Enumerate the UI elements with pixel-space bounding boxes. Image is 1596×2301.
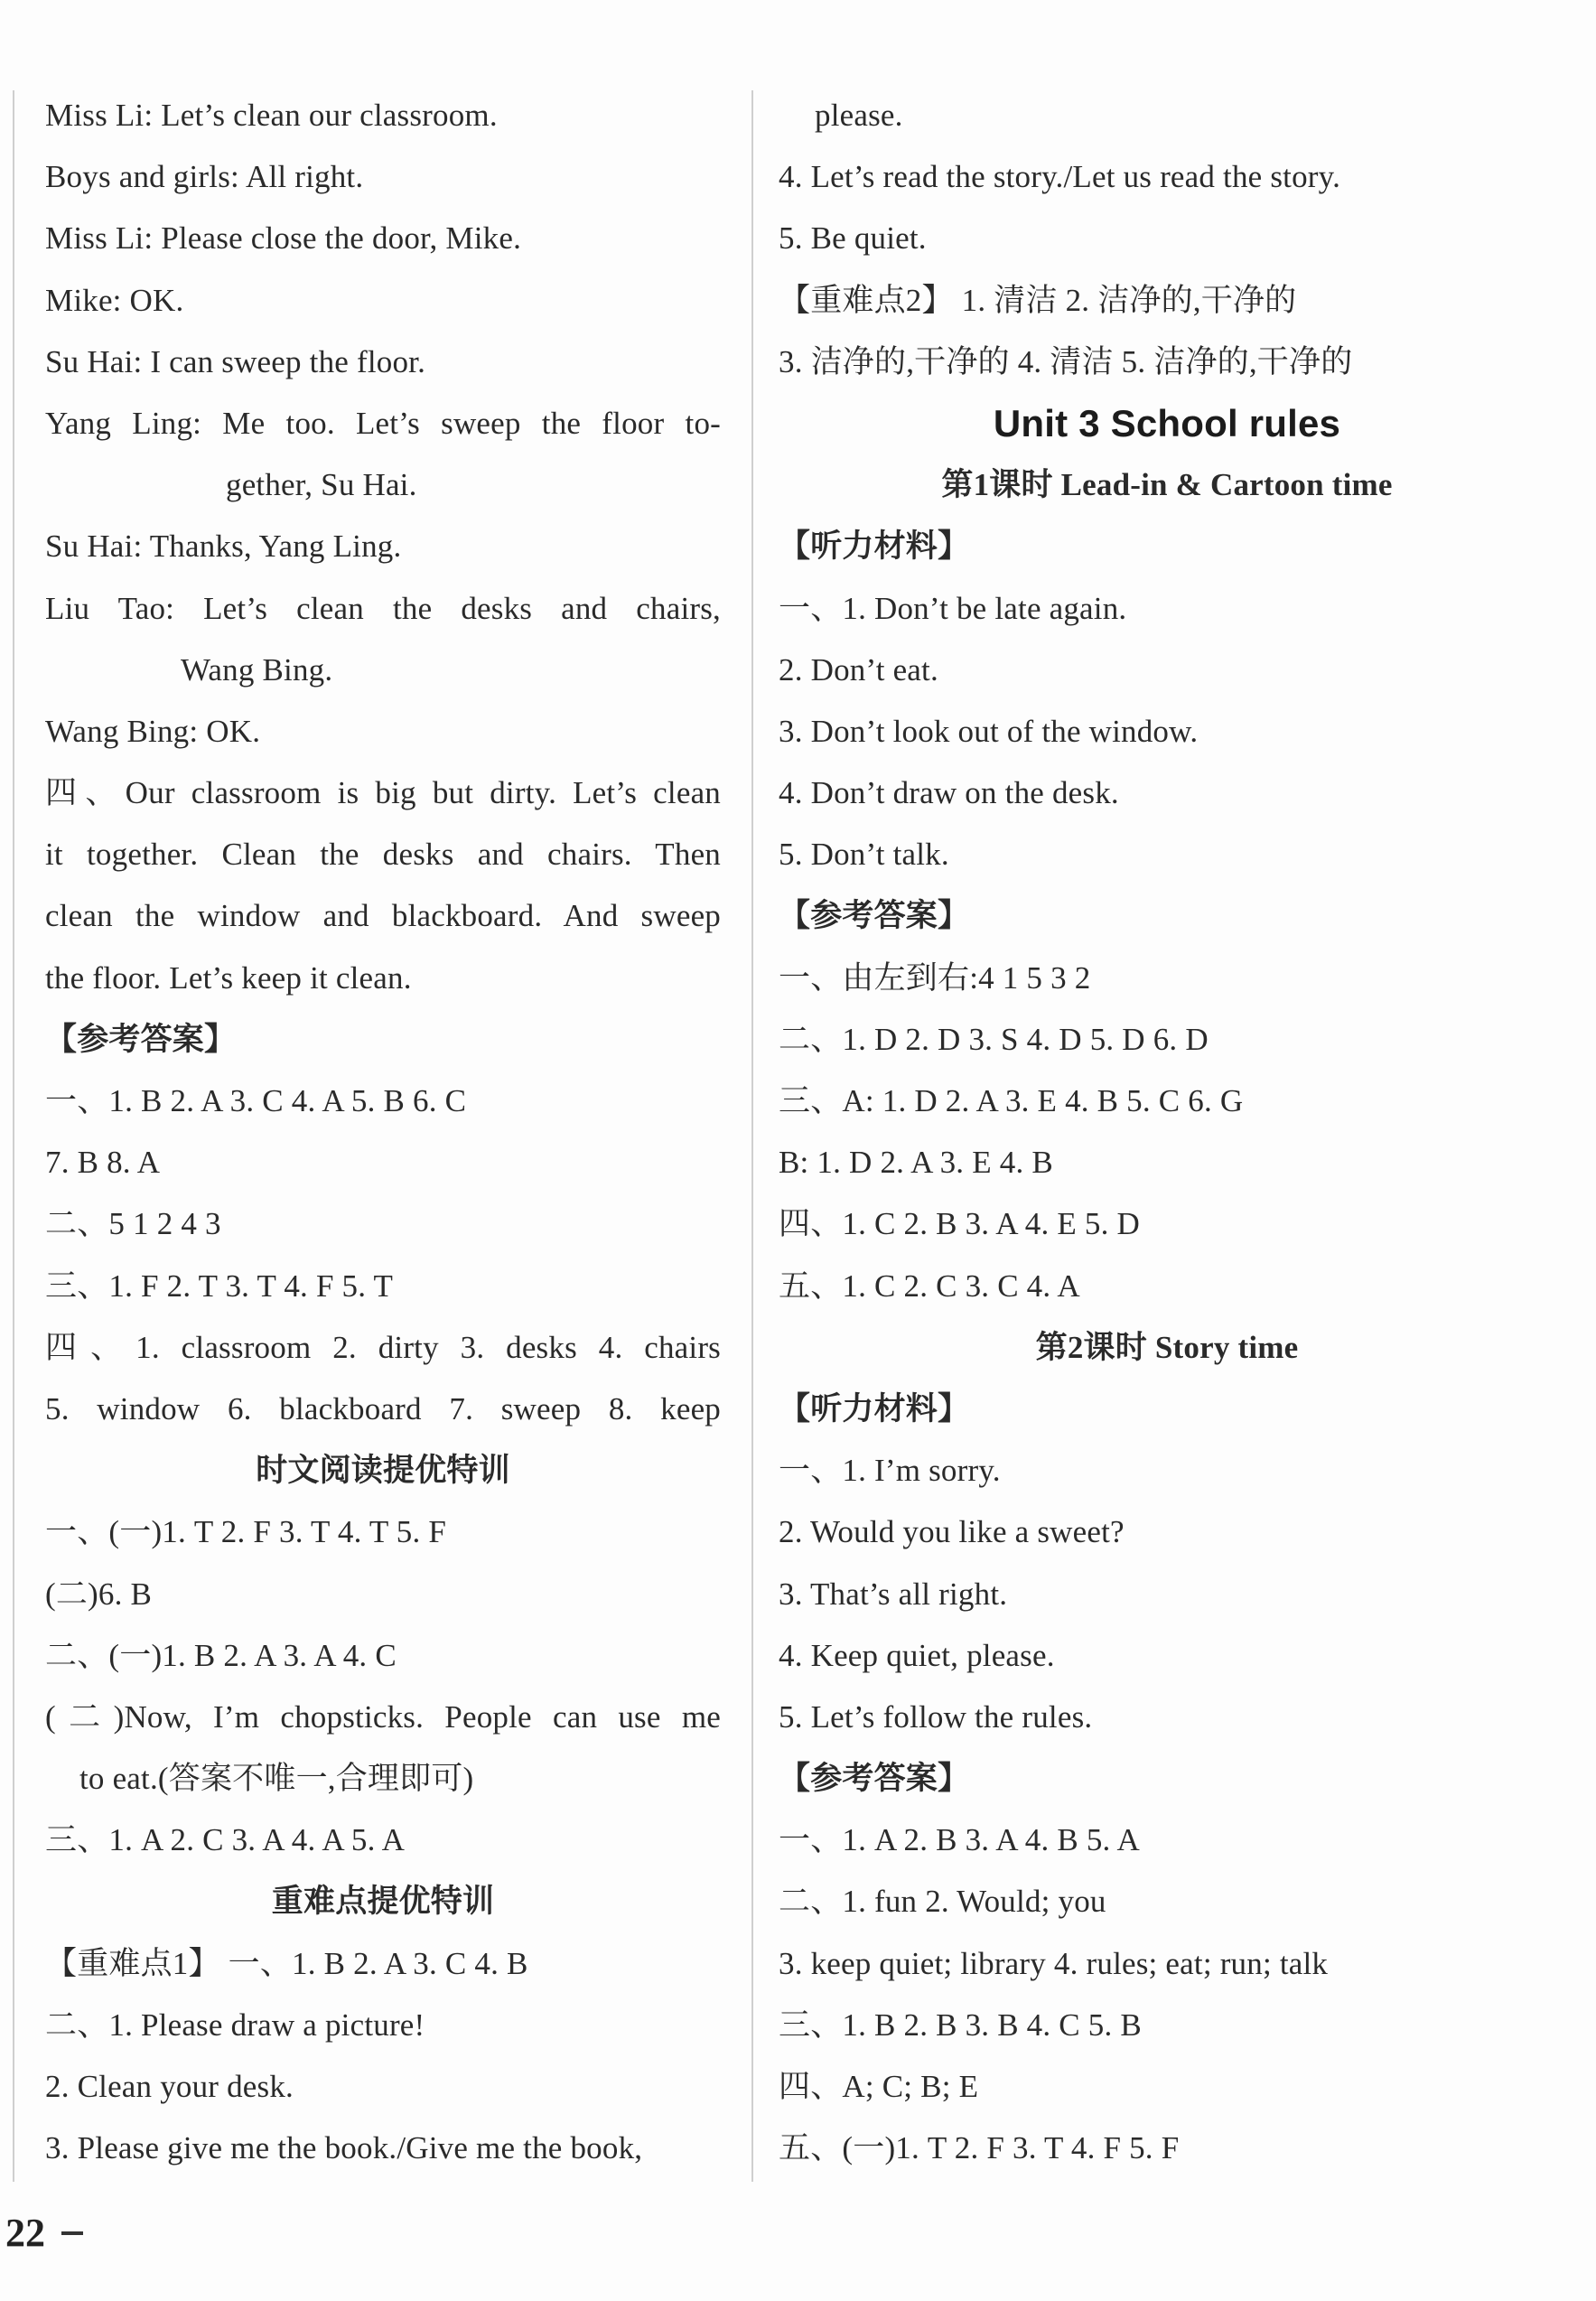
answer-line: 四、1. C 2. B 3. A 4. E 5. D <box>779 1206 1140 1242</box>
answer-line: to eat.(答案不唯一,合理即可) <box>79 1761 474 1797</box>
answer-line: 【重难点2】 1. 清洁 2. 洁净的,干净的 <box>779 282 1297 318</box>
listening-line: 2. Would you like a sweet? <box>779 1514 1125 1550</box>
dialogue-line: Yang Ling: Me too. Let’s sweep the floor to- <box>45 405 721 441</box>
answer-line: 五、(一)1. T 2. F 3. T 4. F 5. F <box>779 2130 1180 2166</box>
unit-title: Unit 3 School rules <box>993 401 1341 444</box>
answer-line: 二、1. fun 2. Would; you <box>779 1884 1106 1920</box>
answer-line: 三、1. A 2. C 3. A 4. A 5. A <box>45 1822 406 1858</box>
listening-line: 3. That’s all right. <box>779 1576 1008 1612</box>
answer-line: 3. 洁净的,干净的 4. 清洁 5. 洁净的,干净的 <box>779 343 1353 379</box>
answer-key-heading: 【参考答案】 <box>779 1761 970 1797</box>
answer-line: 三、1. F 2. T 3. T 4. F 5. T <box>45 1267 394 1304</box>
dialogue-line: Wang Bing. <box>181 651 333 687</box>
page-number-dash <box>61 2231 83 2235</box>
dialogue-line: Boys and girls: All right. <box>45 159 364 195</box>
dialogue-line: Wang Bing: OK. <box>45 713 261 749</box>
lesson-heading: 第1课时 Lead-in & Cartoon time <box>941 467 1393 503</box>
answer-line: 四、1. classroom 2. dirty 3. desks 4. chairs <box>45 1329 721 1365</box>
lesson-heading: 第2课时 Story time <box>1035 1329 1299 1365</box>
listening-line: 2. Don’t eat. <box>779 651 938 687</box>
listening-line: 5. Don’t talk. <box>779 837 949 873</box>
answer-line: 一、1. B 2. A 3. C 4. A 5. B 6. C <box>45 1083 467 1118</box>
answer-line: 三、1. B 2. B 3. B 4. C 5. B <box>779 2006 1142 2043</box>
page-number: 22 <box>5 2211 45 2255</box>
answer-line: 二、1. Please draw a picture! <box>45 2006 425 2043</box>
answer-line: (二)Now, I’m chopsticks. People can use me <box>45 1698 721 1735</box>
answer-line: 【重难点1】 一、1. B 2. A 3. C 4. B <box>45 1945 528 1981</box>
answer-line: 2. Clean your desk. <box>45 2069 294 2104</box>
answer-key-heading: 【参考答案】 <box>779 898 970 934</box>
left-column <box>45 85 721 2179</box>
right-column <box>779 85 1555 2179</box>
answer-line: 三、A: 1. D 2. A 3. E 4. B 5. C 6. G <box>779 1083 1244 1118</box>
section-heading: 时文阅读提优特训 <box>256 1453 510 1489</box>
listening-line: 5. Let’s follow the rules. <box>779 1698 1093 1735</box>
answer-line: 二、5 1 2 4 3 <box>45 1206 221 1242</box>
section-heading: 重难点提优特训 <box>271 1884 495 1920</box>
answer-line: 四、A; C; B; E <box>779 2069 979 2104</box>
answer-line: 一、1. A 2. B 3. A 4. B 5. A <box>779 1822 1140 1858</box>
passage-line: clean the window and blackboard. And sweep <box>45 898 721 934</box>
answer-line: 二、1. D 2. D 3. S 4. D 5. D 6. D <box>779 1021 1209 1057</box>
answer-line: 4. Let’s read the story./Let us read the story. <box>779 159 1341 195</box>
dialogue-line: gether, Su Hai. <box>226 467 417 503</box>
answer-line: 3. keep quiet; library 4. rules; eat; run; talk <box>779 1945 1329 1981</box>
listening-line: 3. Don’t look out of the window. <box>779 713 1199 749</box>
answer-line: 3. Please give me the book./Give me the book, <box>45 2130 643 2166</box>
dialogue-line: Liu Tao: Let’s clean the desks and chairs, <box>45 590 721 626</box>
answer-line: 二、(一)1. B 2. A 3. A 4. C <box>45 1637 397 1673</box>
listening-line: 一、1. Don’t be late again. <box>779 590 1127 626</box>
listening-heading: 【听力材料】 <box>779 528 970 565</box>
listening-line: 一、1. I’m sorry. <box>779 1453 1001 1489</box>
listening-heading: 【听力材料】 <box>779 1390 970 1426</box>
left-margin-rule <box>13 90 14 2182</box>
column-divider <box>751 90 753 2182</box>
answer-line: 5. window 6. blackboard 7. sweep 8. keep <box>45 1390 721 1426</box>
listening-line: 4. Don’t draw on the desk. <box>779 775 1119 811</box>
answer-line: (二)6. B <box>45 1576 153 1612</box>
dialogue-line: Su Hai: I can sweep the floor. <box>45 343 426 379</box>
dialogue-line: Miss Li: Let’s clean our classroom. <box>45 98 498 133</box>
answer-key-heading: 【参考答案】 <box>45 1021 237 1057</box>
passage-line: the floor. Let’s keep it clean. <box>45 959 412 996</box>
dialogue-line: Miss Li: Please close the door, Mike. <box>45 220 522 257</box>
dialogue-line: Mike: OK. <box>45 282 184 318</box>
passage-line: 四、Our classroom is big but dirty. Let’s clean <box>45 775 721 811</box>
dialogue-line: Su Hai: Thanks, Yang Ling. <box>45 528 402 565</box>
listening-line: 4. Keep quiet, please. <box>779 1637 1055 1673</box>
answer-line: 一、(一)1. T 2. F 3. T 4. T 5. F <box>45 1514 447 1550</box>
answer-line: 5. Be quiet. <box>779 220 927 257</box>
answer-line: please. <box>815 98 903 133</box>
answer-line: B: 1. D 2. A 3. E 4. B <box>779 1145 1053 1181</box>
answer-line: 7. B 8. A <box>45 1145 161 1181</box>
answer-line: 五、1. C 2. C 3. C 4. A <box>779 1267 1080 1304</box>
passage-line: it together. Clean the desks and chairs. Then <box>45 837 721 873</box>
answer-line: 一、由左到右:4 1 5 3 2 <box>779 959 1091 996</box>
